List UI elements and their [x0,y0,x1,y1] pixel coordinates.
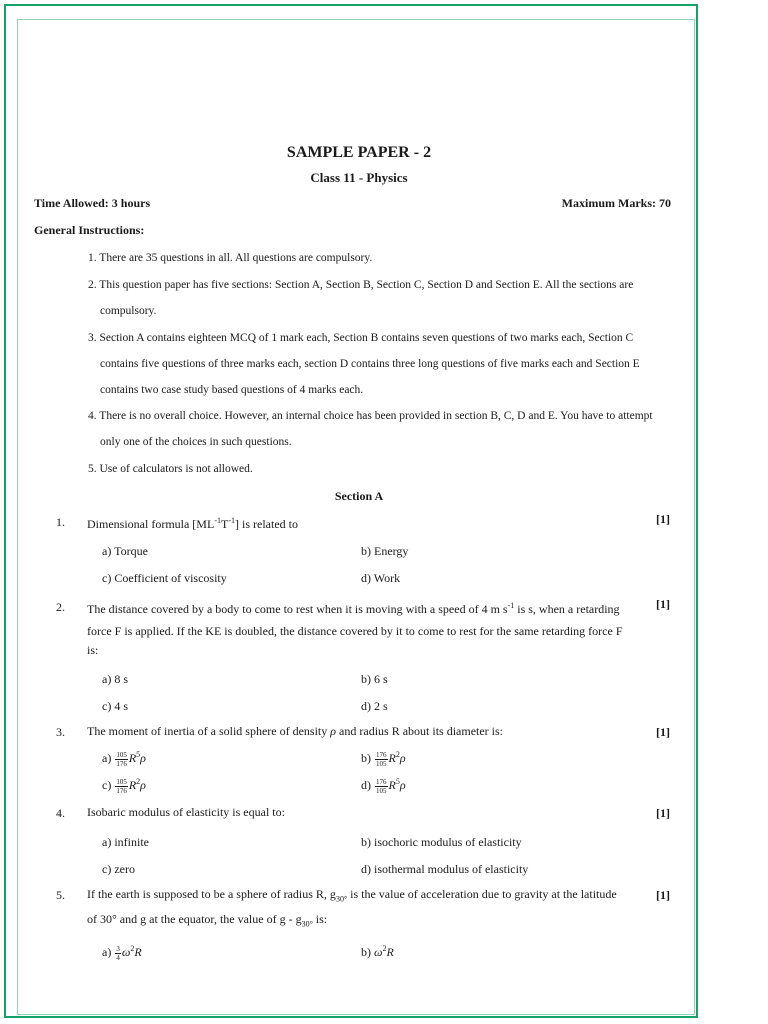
question-mark: [1] [656,512,670,526]
option-c: c) $\frac{105}{176}$ $R^2\rho$ [102,777,146,795]
section-a-heading: Section A [334,489,384,503]
question-2-line-3: is: [87,643,99,657]
general-instructions-heading: General Instructions: [34,223,145,237]
question-4-text: Isobaric modulus of elasticity is equal to: [87,805,285,819]
option-c: c) Coefficient of viscosity [102,571,227,585]
option-b: b) 6 s [361,672,388,686]
question-5-line-1: If the earth is supposed to be a sphere of radius R, $g_{30^\circ}$ is the value of acceleration due to gravity at the latitude [87,887,617,904]
time-allowed: Time Allowed: 3 hours [34,196,151,210]
question-mark: [1] [656,597,670,611]
instruction-1: 1. There are 35 questions in all. All questions are compulsory. [88,252,373,264]
question-number: 2. [56,600,65,614]
option-c: c) zero [102,862,135,876]
question-5-line-2: of 30° and g at the equator, the value of g - $g_{30^\circ}$ is: [87,912,328,929]
option-d: d) Work [361,571,401,585]
question-2-line-2: force F is applied. If the KE is doubled, the distance covered by it to come to rest for the same retarding force F [87,624,623,638]
option-d: d) isothermal modulus of elasticity [361,862,529,876]
option-d: d) 2 s [361,699,388,713]
question-mark: [1] [656,806,670,820]
question-number: 4. [56,806,65,820]
paper-subtitle: Class 11 - Physics [310,170,408,185]
question-mark: [1] [656,725,670,739]
maximum-marks: Maximum Marks: 70 [561,196,671,210]
instruction-4: 4. There is no overall choice. However, an internal choice has been provided in section B, C, D and E. You have to attempt only one of the choices in such questions. [88,410,653,448]
question-2-line-1: The distance covered by a body to come to rest when it is moving with a speed of 4 m $s^{-1}$ is s, when a retarding [87,601,620,616]
question-mark: [1] [656,888,670,902]
instruction-2: 2. This question paper has five sections: Section A, Section B, Section C, Section D and Section E. All the sections are compulsory. [88,279,634,317]
option-a: a) $\frac{105}{176}$ $R^5\rho$ [102,750,146,768]
question-number: 3. [56,725,65,739]
option-b: b) Energy [361,544,409,558]
instruction-5: 5. Use of calculators is not allowed. [88,463,253,475]
question-3-text: The moment of inertia of a solid sphere of density ρ and radius R about its diameter is: [87,724,504,738]
option-d: d) $\frac{176}{105}$ $R^5\rho$ [361,777,406,795]
option-a: a) Torque [102,544,148,558]
question-number: 1. [56,515,65,529]
option-c: c) 4 s [102,699,128,713]
option-b: b) $\frac{176}{105}$ $R^2\rho$ [361,750,406,768]
question-number: 5. [56,888,65,902]
instruction-3: 3. Section A contains eighteen MCQ of 1 mark each, Section B contains seven questions of two marks each, Section C contains five questions of three marks each, section D contains three long questions of five marks each and Section E contains two case study based questions of 4 marks each. [88,332,640,396]
option-a: a) $\frac{3}{4}$ $\omega^2R$ [102,944,142,962]
question-1-text: Dimensional formula $[ML^{-1}T^{-1}]$ is related to [87,516,298,531]
option-b: b) isochoric modulus of elasticity [361,835,522,849]
paper-title: SAMPLE PAPER - 2 [286,144,432,161]
option-a: a) infinite [102,835,149,849]
option-b: b) $\omega^2R$ [361,944,394,959]
option-a: a) 8 s [102,672,128,686]
